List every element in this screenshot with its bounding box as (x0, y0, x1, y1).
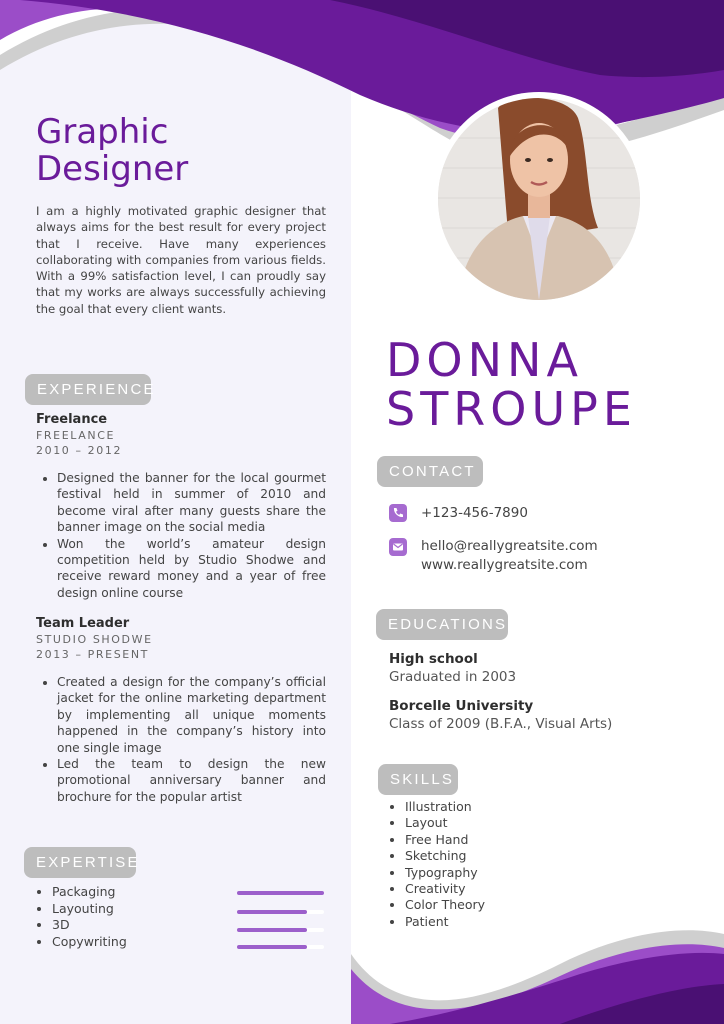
expertise-level-bar (237, 945, 324, 949)
expertise-item: • Packaging (52, 884, 127, 901)
expertise-level-bar (237, 910, 324, 914)
profile-photo (438, 98, 640, 300)
skill-item: • Creativity (405, 881, 485, 897)
contact-heading: CONTACT (377, 456, 483, 487)
title-line-2: Designer (36, 149, 189, 189)
expertise-level-fill (237, 928, 307, 932)
education-school: Borcelle University (389, 698, 534, 714)
skill-item: • Sketching (405, 848, 485, 864)
expertise-list (36, 884, 127, 950)
expertise-item: • Copywriting (52, 934, 127, 951)
job-dates: 2013 – PRESENT (36, 648, 149, 661)
skill-item: • Patient (405, 914, 485, 930)
contact-website[interactable]: www.reallygreatsite.com (421, 557, 588, 573)
job-title-heading (36, 114, 188, 188)
education-detail: Graduated in 2003 (389, 669, 517, 685)
job-achievement: • Created a design for the company’s official jacket for the online marketing department by implementing all unique moments happened in the company’s history into one single image (57, 674, 326, 756)
job-achievements (36, 470, 326, 601)
expertise-item: • Layouting (52, 901, 127, 918)
skill-item: • Color Theory (405, 897, 485, 913)
job-dates: 2010 – 2012 (36, 444, 123, 457)
profile-summary: I am a highly motivated graphic designer that always aims for the best result for every project that I receive. Have many experiences collaborating with companies from various fields. With a 99% satisfaction level, I can proudly say that my works are always successfully achieving the goal that every client wants. (36, 204, 326, 316)
expertise-level-bar (237, 928, 324, 932)
experience-entry (36, 411, 326, 601)
skill-item: • Illustration (405, 799, 485, 815)
skills-list (389, 799, 485, 930)
job-achievement: • Led the team to design the new promotional anniversary banner and brochure for the popular artist (57, 756, 326, 805)
candidate-name (386, 333, 637, 436)
expertise-level-fill (237, 945, 307, 949)
contact-phone: +123-456-7890 (421, 505, 528, 521)
job-position: Team Leader (36, 616, 130, 631)
job-achievements (36, 674, 326, 805)
experience-entry (36, 615, 326, 805)
job-position: Freelance (36, 412, 108, 427)
first-name: DONNA (386, 333, 583, 387)
education-heading: EDUCATIONS (376, 609, 508, 640)
education-school: High school (389, 651, 478, 667)
job-company: FREELANCE (36, 429, 116, 442)
phone-icon (389, 504, 407, 522)
job-company: STUDIO SHODWE (36, 633, 153, 646)
expertise-level-bar (237, 891, 324, 895)
education-detail: Class of 2009 (B.F.A., Visual Arts) (389, 716, 613, 732)
expertise-level-fill (237, 910, 307, 914)
email-icon (389, 538, 407, 556)
job-achievement: • Won the world’s amateur design competition held by Studio Shodwe and receive reward money and a year of free design online course (57, 536, 326, 602)
expertise-heading: EXPERTISE (24, 847, 136, 878)
skill-item: • Free Hand (405, 832, 485, 848)
contact-email[interactable]: hello@reallygreatsite.com (421, 538, 598, 554)
last-name: STROUPE (386, 382, 637, 436)
expertise-item: • 3D (52, 917, 127, 934)
skills-heading: SKILLS (378, 764, 458, 795)
skill-item: • Typography (405, 865, 485, 881)
expertise-level-fill (237, 891, 324, 895)
experience-heading: EXPERIENCE (25, 374, 151, 405)
profile-photo-frame (432, 92, 646, 306)
job-achievement: • Designed the banner for the local gourmet festival held in summer of 2010 and become viral after many guests share the banner image on the social media (57, 470, 326, 536)
title-line-1: Graphic (36, 112, 169, 152)
skill-item: • Layout (405, 815, 485, 831)
